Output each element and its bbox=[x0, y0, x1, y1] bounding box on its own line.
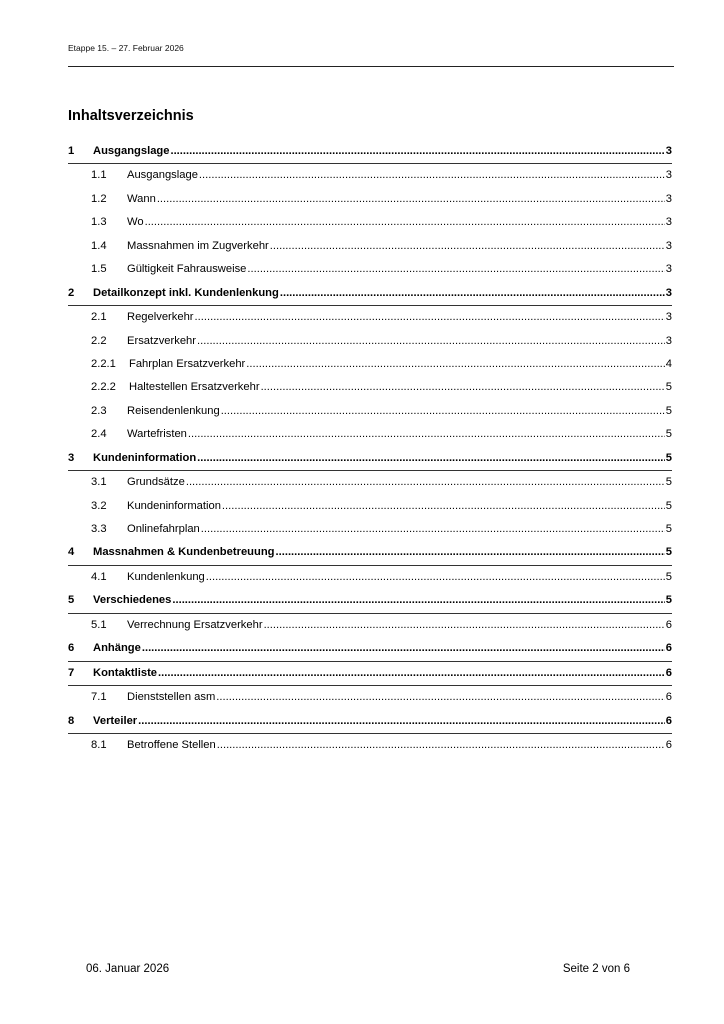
toc-dot-leader bbox=[197, 447, 665, 470]
toc-entry[interactable] bbox=[68, 495, 672, 518]
toc-entry[interactable] bbox=[68, 282, 672, 306]
toc-entry-number: 7 bbox=[68, 666, 75, 679]
toc-entry-label: Grundsätze bbox=[127, 476, 185, 489]
toc-dot-leader bbox=[270, 235, 665, 258]
toc-entry-label: Onlinefahrplan bbox=[127, 523, 200, 535]
toc-dot-leader bbox=[276, 541, 665, 564]
toc-entry[interactable] bbox=[68, 400, 672, 423]
toc-dot-leader bbox=[197, 330, 665, 353]
toc-dot-leader bbox=[158, 662, 665, 685]
toc-entry[interactable] bbox=[68, 330, 672, 353]
toc-entry-page: 5 bbox=[665, 451, 672, 464]
toc-entry-label: Ersatzverkehr bbox=[127, 334, 197, 347]
toc-entry-number: 7.1 bbox=[91, 691, 107, 704]
toc-entry-number: 2.3 bbox=[91, 404, 107, 417]
table-of-contents bbox=[68, 140, 672, 757]
toc-entry-page: 3 bbox=[665, 263, 672, 276]
toc-entry-label: Verschiedenes bbox=[93, 594, 172, 607]
toc-entry-page: 6 bbox=[665, 666, 672, 679]
toc-entry-page: 3 bbox=[665, 145, 672, 157]
toc-entry-number: 1.4 bbox=[91, 239, 107, 252]
toc-entry[interactable] bbox=[68, 447, 672, 471]
toc-entry-page: 5 bbox=[665, 404, 672, 417]
toc-entry-page: 5 bbox=[665, 570, 672, 583]
toc-entry[interactable] bbox=[68, 140, 672, 164]
toc-entry-number: 4 bbox=[68, 546, 75, 559]
toc-entry[interactable] bbox=[68, 662, 672, 686]
toc-entry-page: 3 bbox=[665, 311, 672, 324]
toc-dot-leader bbox=[216, 686, 664, 709]
toc-dot-leader bbox=[246, 353, 664, 376]
toc-entry-number: 6 bbox=[68, 642, 75, 655]
toc-entry-number: 2.1 bbox=[91, 311, 107, 324]
toc-entry[interactable] bbox=[68, 518, 672, 541]
toc-dot-leader bbox=[201, 518, 665, 541]
toc-entry[interactable] bbox=[68, 188, 672, 211]
page-footer bbox=[86, 963, 630, 975]
toc-entry-number: 2 bbox=[68, 286, 75, 299]
toc-entry-page: 5 bbox=[665, 523, 672, 535]
toc-entry-label: Betroffene Stellen bbox=[127, 738, 216, 751]
toc-dot-leader bbox=[186, 471, 665, 494]
toc-entry-page: 3 bbox=[665, 192, 672, 205]
toc-entry-page: 5 bbox=[665, 499, 672, 512]
toc-entry-label: Dienststellen asm bbox=[127, 691, 216, 704]
toc-entry-number: 8 bbox=[68, 714, 75, 727]
toc-entry-number: 1 bbox=[68, 145, 75, 157]
toc-entry[interactable] bbox=[68, 614, 672, 637]
toc-entry-label: Massnahmen im Zugverkehr bbox=[127, 239, 269, 252]
toc-entry-number: 5 bbox=[68, 594, 75, 607]
toc-entry-label: Wartefristen bbox=[127, 428, 187, 441]
toc-entry-page: 6 bbox=[665, 738, 672, 751]
toc-entry-number: 2.2.1 bbox=[91, 357, 116, 370]
toc-entry-page: 6 bbox=[665, 618, 672, 631]
toc-entry-number: 2.4 bbox=[91, 428, 107, 441]
toc-entry-label: Ausgangslage bbox=[127, 169, 198, 182]
toc-entry-label: Massnahmen & Kundenbetreuung bbox=[93, 546, 275, 559]
toc-entry-page: 3 bbox=[665, 239, 672, 252]
toc-entry-label: Haltestellen Ersatzverkehr bbox=[129, 381, 260, 394]
toc-entry-label: Verteiler bbox=[93, 714, 138, 727]
toc-entry-page: 3 bbox=[665, 216, 672, 229]
toc-dot-leader bbox=[188, 423, 665, 446]
toc-dot-leader bbox=[222, 495, 665, 518]
toc-dot-leader bbox=[264, 614, 665, 637]
toc-entry-label: Wann bbox=[127, 192, 156, 205]
toc-dot-leader bbox=[170, 140, 664, 163]
toc-entry-number: 3.1 bbox=[91, 476, 107, 489]
toc-entry[interactable] bbox=[68, 235, 672, 258]
toc-entry-number: 1.2 bbox=[91, 192, 107, 205]
toc-entry[interactable] bbox=[68, 211, 672, 234]
toc-dot-leader bbox=[199, 164, 665, 187]
toc-entry-label: Ausgangslage bbox=[93, 145, 170, 157]
toc-entry[interactable] bbox=[68, 164, 672, 187]
toc-entry-page: 5 bbox=[665, 546, 672, 559]
toc-entry-number: 1.5 bbox=[91, 263, 107, 276]
toc-dot-leader bbox=[280, 282, 665, 305]
toc-entry-number: 1.1 bbox=[91, 169, 107, 182]
toc-entry[interactable] bbox=[68, 306, 672, 329]
toc-entry-number: 8.1 bbox=[91, 738, 107, 751]
toc-entry-page: 4 bbox=[665, 357, 672, 370]
toc-entry-number: 1.3 bbox=[91, 216, 107, 229]
toc-entry-page: 3 bbox=[665, 169, 672, 182]
toc-entry-number: 3.2 bbox=[91, 499, 107, 512]
toc-entry-label: Regelverkehr bbox=[127, 311, 194, 324]
toc-entry-label: Kundeninformation bbox=[127, 499, 221, 512]
toc-entry-label: Detailkonzept inkl. Kundenlenkung bbox=[93, 286, 279, 299]
toc-entry[interactable] bbox=[68, 686, 672, 709]
footer-page-number: Seite 2 von 6 bbox=[562, 963, 630, 975]
toc-dot-leader bbox=[157, 188, 665, 211]
toc-dot-leader bbox=[261, 376, 665, 399]
toc-entry[interactable] bbox=[68, 471, 672, 494]
toc-entry-label: Kontaktliste bbox=[93, 666, 158, 679]
toc-entry-number: 3.3 bbox=[91, 523, 107, 535]
toc-entry[interactable] bbox=[68, 423, 672, 446]
toc-entry-number: 3 bbox=[68, 451, 75, 464]
toc-entry-page: 5 bbox=[665, 381, 672, 394]
toc-entry[interactable] bbox=[68, 541, 672, 565]
toc-entry-label: Verrechnung Ersatzverkehr bbox=[127, 618, 263, 631]
toc-dot-leader bbox=[195, 306, 665, 329]
toc-entry-page: 5 bbox=[665, 594, 672, 607]
toc-entry-number: 5.1 bbox=[91, 618, 107, 631]
toc-entry[interactable] bbox=[68, 353, 672, 376]
toc-entry[interactable] bbox=[68, 589, 672, 613]
toc-entry-label: Gültigkeit Fahrausweise bbox=[127, 263, 247, 276]
toc-entry-number: 2.2.2 bbox=[91, 381, 116, 394]
toc-entry-label: Anhänge bbox=[93, 642, 141, 655]
toc-entry-label: Kundenlenkung bbox=[127, 570, 205, 583]
toc-entry-number: 2.2 bbox=[91, 334, 107, 347]
toc-entry[interactable] bbox=[68, 710, 672, 734]
toc-dot-leader bbox=[142, 637, 665, 660]
toc-title: Inhaltsverzeichnis bbox=[68, 108, 194, 124]
toc-entry-page: 6 bbox=[665, 691, 672, 704]
toc-entry-label: Fahrplan Ersatzverkehr bbox=[129, 357, 246, 370]
toc-dot-leader bbox=[206, 566, 665, 589]
toc-entry-page: 6 bbox=[665, 642, 672, 655]
toc-entry-page: 5 bbox=[665, 428, 672, 441]
toc-dot-leader bbox=[145, 211, 665, 234]
header-divider bbox=[68, 66, 674, 67]
toc-entry-label: Wo bbox=[127, 216, 144, 229]
toc-entry-page: 6 bbox=[665, 714, 672, 727]
toc-dot-leader bbox=[217, 734, 665, 757]
toc-entry[interactable] bbox=[68, 376, 672, 399]
toc-dot-leader bbox=[138, 710, 665, 733]
toc-entry[interactable] bbox=[68, 566, 672, 589]
toc-entry[interactable] bbox=[68, 637, 672, 661]
toc-entry[interactable] bbox=[68, 258, 672, 281]
toc-dot-leader bbox=[221, 400, 665, 423]
toc-entry-page: 3 bbox=[665, 334, 672, 347]
toc-entry-number: 4.1 bbox=[91, 570, 107, 583]
toc-dot-leader bbox=[172, 589, 664, 612]
toc-entry[interactable] bbox=[68, 734, 672, 757]
toc-entry-page: 5 bbox=[665, 476, 672, 489]
toc-entry-label: Kundeninformation bbox=[93, 451, 197, 464]
toc-entry-page: 3 bbox=[665, 286, 672, 299]
page-header: Etappe 15. – 27. Februar 2026 bbox=[68, 43, 184, 53]
toc-dot-leader bbox=[247, 258, 664, 281]
footer-date: 06. Januar 2026 bbox=[86, 963, 170, 975]
toc-entry-label: Reisendenlenkung bbox=[127, 404, 220, 417]
